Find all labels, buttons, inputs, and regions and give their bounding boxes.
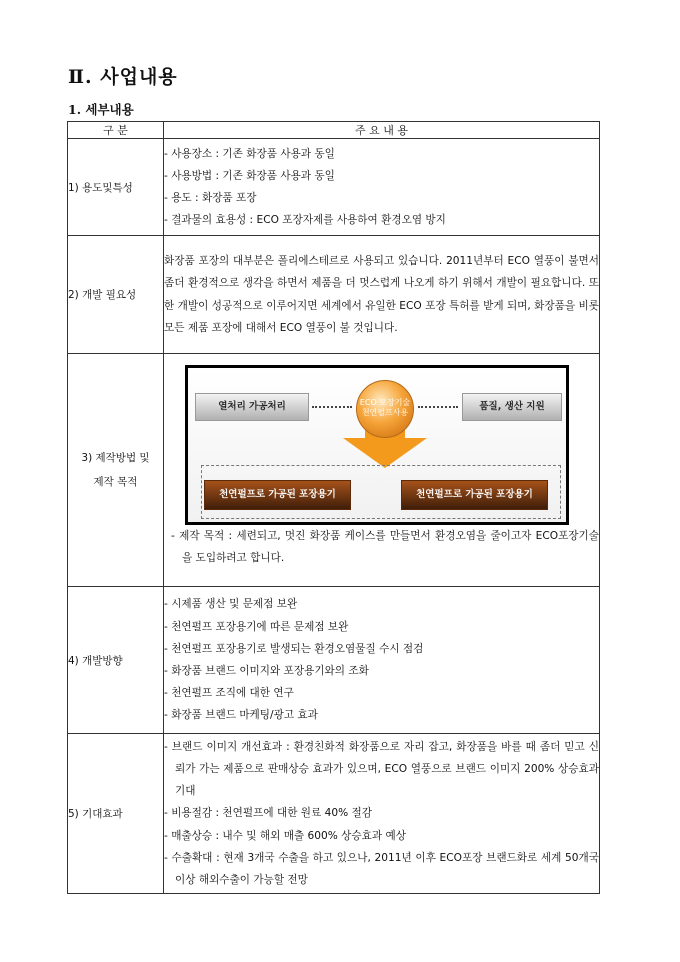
diagram-bottom-left-box: 천연펄프로 가공된 포장용기 bbox=[204, 480, 351, 510]
diagram-background bbox=[188, 368, 566, 522]
header-content: 주 요 내 용 bbox=[164, 122, 600, 139]
table-row bbox=[68, 236, 600, 354]
row-content bbox=[164, 139, 600, 236]
table-row bbox=[68, 139, 600, 236]
diagram-bottom-right-box: 천연펄프로 가공된 포장용기 bbox=[401, 480, 548, 510]
row-content bbox=[164, 236, 600, 354]
row-label: 2) 개발 필요성 bbox=[68, 236, 164, 354]
list-item: - 수출확대 : 현재 3개국 수출을 하고 있으나, 2011년 이후 ECO포장 브랜드화로 세계 50개국 이상 해외수출이 가능할 전망 bbox=[164, 851, 599, 886]
diagram-center-circle bbox=[356, 380, 414, 438]
table-header-row bbox=[68, 122, 600, 139]
down-arrow-icon bbox=[343, 438, 427, 468]
row-content bbox=[164, 734, 600, 894]
list-item: - 사용방법 : 기존 화장품 사용과 동일 bbox=[164, 169, 335, 182]
table-row bbox=[68, 734, 600, 894]
list-item: - 사용장소 : 기존 화장품 사용과 동일 bbox=[164, 147, 335, 160]
list-item: - 화장품 브랜드 이미지와 포장용기와의 조화 bbox=[164, 665, 369, 677]
row-label: 1) 용도및특성 bbox=[68, 139, 164, 236]
row-label bbox=[68, 354, 164, 587]
row-label: 5) 기대효과 bbox=[68, 734, 164, 894]
section-heading: Ⅱ. 사업내용 bbox=[68, 66, 178, 88]
table-row bbox=[68, 587, 600, 734]
row-content bbox=[164, 587, 600, 734]
diagram-connector-right bbox=[418, 406, 458, 408]
list-item: - 천연펄프 조직에 대한 연구 bbox=[164, 687, 294, 700]
list-item: - 화장품 브랜드 마케팅/광고 효과 bbox=[164, 709, 318, 722]
diagram-connector-left bbox=[312, 406, 352, 408]
diagram-right-box: 품질, 생산 지원 bbox=[462, 393, 562, 421]
row-label-line1: 3) 제작방법 및 bbox=[81, 452, 150, 464]
necessity-paragraph: 화장품 포장의 대부분은 폴리에스테르로 사용되고 있습니다. 2011년부터 ECO 열풍이 불면서 좀더 환경적으로 생각을 하면서 제품을 더 멋스럽게 나오게 하기 위해서 개발이 필요합니다. 또한 개발이 성공적으로 이루어지면 세계에서 유일한 ECO 포장 특허를 받게 되며, 화장품을 비롯 모든 제품 포장에 대해서 ECO 열풍이 불 것입니다. bbox=[164, 255, 599, 334]
row-label-line2: 제작 목적 bbox=[93, 476, 138, 488]
list-item: - 브랜드 이미지 개선효과 : 환경친화적 화장품으로 자리 잡고, 화장품을 바를 때 좀더 믿고 신뢰가 가는 제품으로 판매상승 효과가 있으며, ECO 열풍으로 브랜드 이미지 200% 상승효과 기대 bbox=[164, 740, 599, 798]
details-table bbox=[67, 121, 600, 894]
row-label: 4) 개발방향 bbox=[68, 587, 164, 734]
header-category: 구 분 bbox=[68, 122, 164, 139]
circle-line2: 천연펄프사용 bbox=[361, 408, 409, 417]
list-item: - 결과물의 효용성 : ECO 포장자제를 사용하여 환경오염 방지 bbox=[164, 214, 446, 227]
list-item: - 용도 : 화장품 포장 bbox=[164, 192, 257, 204]
subsection-heading: 1. 세부내용 bbox=[68, 102, 134, 117]
row-content bbox=[164, 354, 600, 587]
list-item: - 제작 목적 : 세련되고, 멋진 화장품 케이스를 만들면서 환경오염을 줄이고자 ECO포장기술을 도입하려고 합니다. bbox=[171, 530, 599, 565]
list-item: - 시제품 생산 및 문제점 보완 bbox=[164, 598, 298, 611]
list-item: - 비용절감 : 천연펄프에 대한 원료 40% 절감 bbox=[164, 807, 373, 820]
table-row bbox=[68, 354, 600, 587]
circle-line1: ECO 포장기술 bbox=[359, 398, 411, 407]
diagram-left-box: 열처리 가공처리 bbox=[195, 393, 309, 421]
list-item: - 매출상승 : 내수 및 해외 매출 600% 상승효과 예상 bbox=[164, 829, 406, 842]
list-item: - 천연펄프 포장용기로 발생되는 환경오염물질 수시 점검 bbox=[164, 642, 424, 655]
process-diagram bbox=[185, 365, 569, 525]
list-item: - 천연펄프 포장용기에 따른 문제점 보완 bbox=[164, 620, 349, 633]
